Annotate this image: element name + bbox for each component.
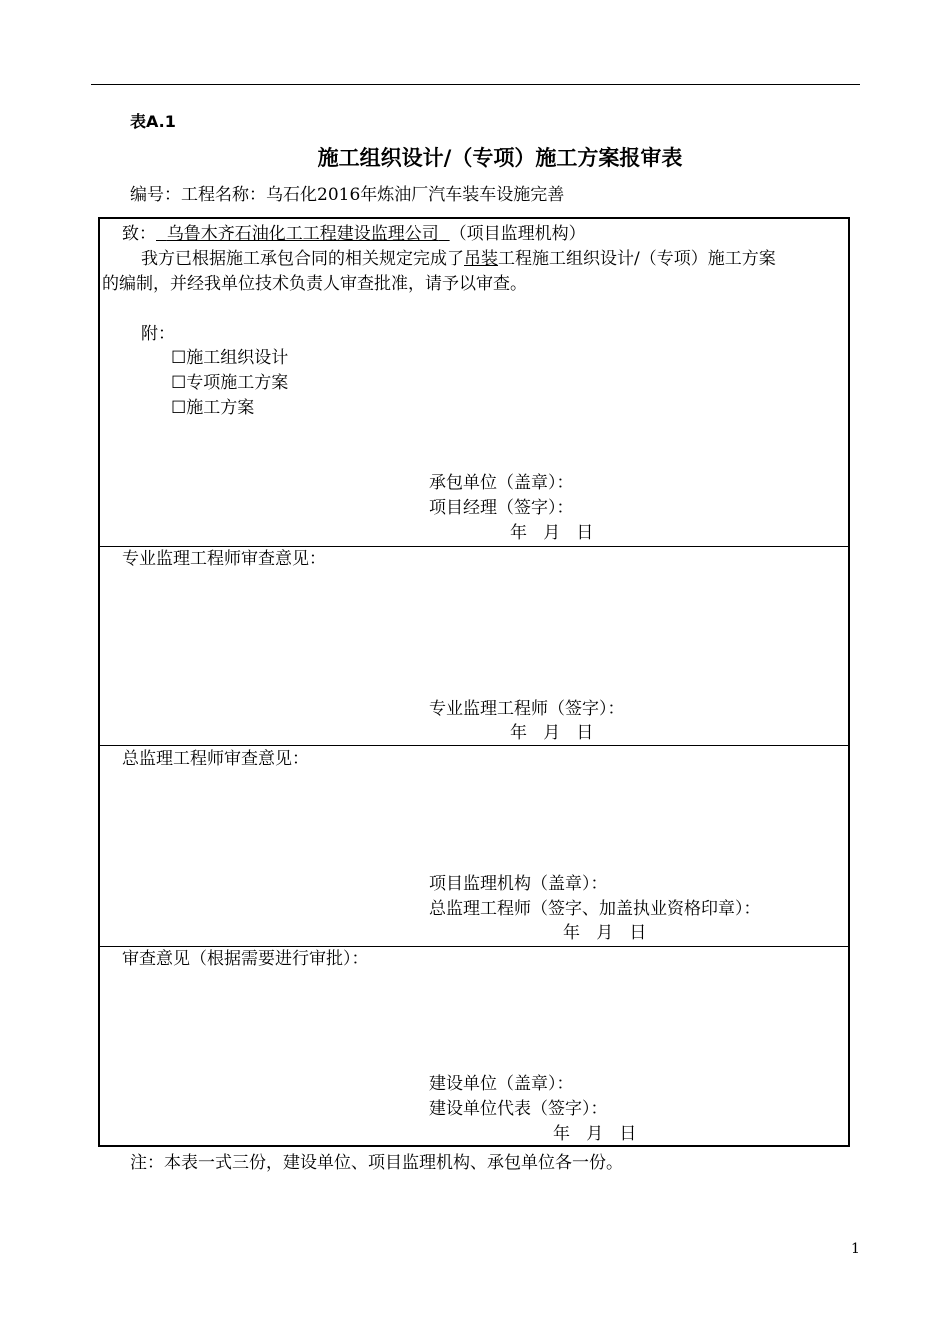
date-label: 年 月 日 bbox=[553, 1124, 637, 1144]
section-divider bbox=[98, 946, 850, 947]
form-title: 施工组织设计/（专项）施工方案报审表 bbox=[317, 146, 683, 170]
specialist-review-label: 专业监理工程师审查意见： bbox=[122, 549, 326, 569]
contractor-seal-label: 承包单位（盖章）： bbox=[429, 473, 574, 493]
recipient-name: 乌鲁木齐石油化工工程建设监理公司 bbox=[166, 224, 439, 244]
chief-review-label: 总监理工程师审查意见： bbox=[122, 749, 309, 769]
recipient-line bbox=[122, 226, 586, 243]
footnote: 注：本表一式三份，建设单位、项目监理机构、承包单位各一份。 bbox=[130, 1153, 623, 1173]
specialist-sign-label: 专业监理工程师（签字）： bbox=[429, 699, 625, 719]
date-label: 年 月 日 bbox=[510, 523, 594, 543]
supervision-org-seal-label: 项目监理机构（盖章）： bbox=[429, 874, 608, 894]
table-number: 表A.1 bbox=[130, 112, 176, 131]
work-type: 吊装 bbox=[464, 249, 498, 269]
project-manager-sign-label: 项目经理（签字）： bbox=[429, 498, 574, 518]
chief-engineer-sign-label: 总监理工程师（签字、加盖执业资格印章）： bbox=[429, 899, 761, 919]
meta-label: 编号：工程名称： bbox=[130, 185, 266, 205]
project-name: 乌石化2016年炼油厂汽车装车设施完善 bbox=[266, 185, 565, 205]
header-rule bbox=[91, 84, 860, 85]
section-divider bbox=[98, 745, 850, 746]
section-divider bbox=[98, 546, 850, 547]
form-meta bbox=[130, 187, 564, 204]
attachment-label: 附： bbox=[141, 324, 175, 344]
attachment-checkbox-item[interactable]: ☐施工组织设计 bbox=[171, 348, 289, 368]
owner-rep-sign-label: 建设单位代表（签字）： bbox=[429, 1099, 608, 1119]
attachment-checkbox-item[interactable]: ☐施工方案 bbox=[171, 398, 255, 418]
statement-line-2: 的编制，并经我单位技术负责人审查批准，请予以审查。 bbox=[102, 274, 527, 294]
date-label: 年 月 日 bbox=[510, 723, 594, 743]
recipient-suffix: （项目监理机构） bbox=[449, 224, 586, 244]
to-label: 致： bbox=[122, 224, 156, 244]
statement-line-1: 我方已根据施工承包合同的相关规定完成了吊装工程施工组织设计/（专项）施工方案 bbox=[141, 249, 776, 269]
attachment-checkbox-item[interactable]: ☐专项施工方案 bbox=[171, 373, 289, 393]
page-number: 1 bbox=[851, 1241, 860, 1257]
owner-seal-label: 建设单位（盖章）： bbox=[429, 1074, 574, 1094]
date-label: 年 月 日 bbox=[563, 923, 647, 943]
owner-review-label: 审查意见（根据需要进行审批）： bbox=[122, 949, 369, 969]
